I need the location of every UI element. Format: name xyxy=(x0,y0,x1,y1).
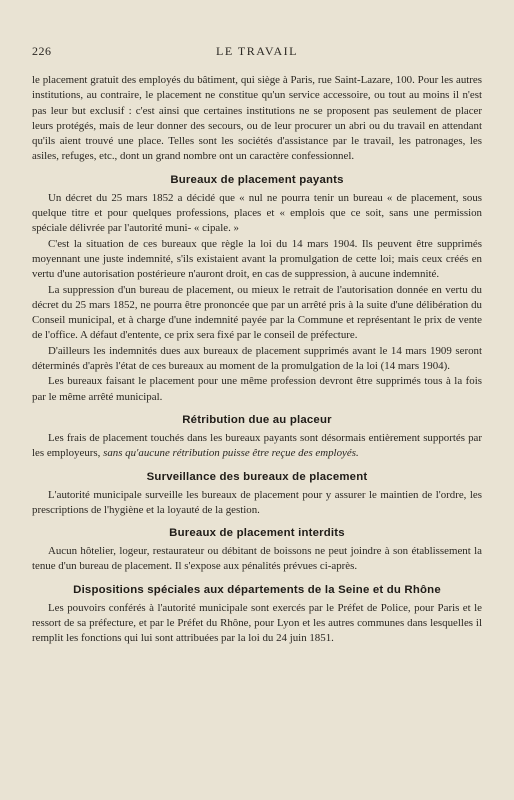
paragraph xyxy=(32,431,482,462)
running-title: LE TRAVAIL xyxy=(215,44,298,58)
section-heading-paid-offices: Bureaux de placement payants xyxy=(170,173,344,186)
paragraph-text: Les frais de placement touchés dans les bureaux payants sont désormais entièrement supportés par les employeurs, xyxy=(32,431,482,460)
section-heading-forbidden: Bureaux de placement interdits xyxy=(169,527,345,540)
paragraph: D'ailleurs les indemnités dues aux bureaux de placement supprimés avant le 14 mars 1909 seront déterminés d'après l'état de ces bureaux au moment de la promulgation de la loi (14 mars 1904). xyxy=(32,344,482,373)
paragraph: Les bureaux faisant le placement pour une même profession devront être supprimés tous à la fois par le même arrêté municipal. xyxy=(32,375,482,403)
paragraph: L'autorité municipale surveille les bureaux de placement pour y assurer le maintien de l'ordre, les prescriptions de l'hygiène et la loyauté de la gestion. xyxy=(32,488,482,516)
paragraph: La suppression d'un bureau de placement, ou mieux le retrait de l'autorisation donnée en vertu du décret du 25 mars 1852, ne pourra être prononcée que par un arrêté pris à la suite d'une délibération du Conseil municipal, et à charge d'une indemnité payée par la Commune et représentant le prix de vente de l'office. A défaut d'entente, ce prix sera fixé par le conseil de préfecture. xyxy=(32,283,482,342)
intro-paragraph: le placement gratuit des employés du bâtiment, qui siège à Paris, rue Saint-Lazare, 100. Pour les autres institutions, au contraire, le placement ne constitue qu'un service accessoire, ou tout au moins il n'est pas leur but exclusif : c'est ainsi que certaines institutions ne se proposent pas seulement de placer leurs protégés, mais de leur donner des secours, ou de leur procurer un abri ou du travail en attendant qu'ils aient trouvé une place. Telles sont les sociétés d'assistance par le travail, les patronages, les asiles, refuges, etc., dont un grand nombre ont un caractère confessionnel. xyxy=(32,74,482,163)
paragraph-italic-text: sans qu'aucune rétribution puisse être reçue des employés. xyxy=(103,447,359,460)
page-number: 226 xyxy=(32,44,52,58)
paragraph: Un décret du 25 mars 1852 a décidé que « nul ne pourra tenir un bureau « de placement, sous quelque titre et pour quelques professions, places et « emplois que ce soit, sans une permission spéciale délivrée par l'autorité muni- « cipale. » xyxy=(32,191,482,235)
paragraph: C'est la situation de ces bureaux que règle la loi du 14 mars 1904. Ils peuvent être supprimés moyennant une juste indemnité, s'ils existaient avant la promulgation de cette loi; mais ceux créés en vertu d'une autorisation postérieure n'auront droit, en cas de suppression, à aucune indemnité. xyxy=(32,237,482,281)
section-heading-supervision: Surveillance des bureaux de placement xyxy=(146,470,368,483)
running-head xyxy=(32,44,482,58)
section-heading-fee: Rétribution due au placeur xyxy=(182,413,332,426)
paragraph: Aucun hôtelier, logeur, restaurateur ou débitant de boissons ne peut joindre à son établissement la tenue d'un bureau de placement. Il s'expose aux pénalités prévues ci-après. xyxy=(32,545,482,573)
section-heading-seine-rhone: Dispositions spéciales aux départements de la Seine et du Rhône xyxy=(73,583,441,596)
paragraph: Les pouvoirs conférés à l'autorité municipale sont exercés par le Préfet de Police, pour Paris et le ressort de sa préfecture, et par le Préfet du Rhône, pour Lyon et les autres communes dans lesquelles il remplit les fonctions qui lui sont attribuées par la loi du 24 juin 1851. xyxy=(32,601,482,645)
